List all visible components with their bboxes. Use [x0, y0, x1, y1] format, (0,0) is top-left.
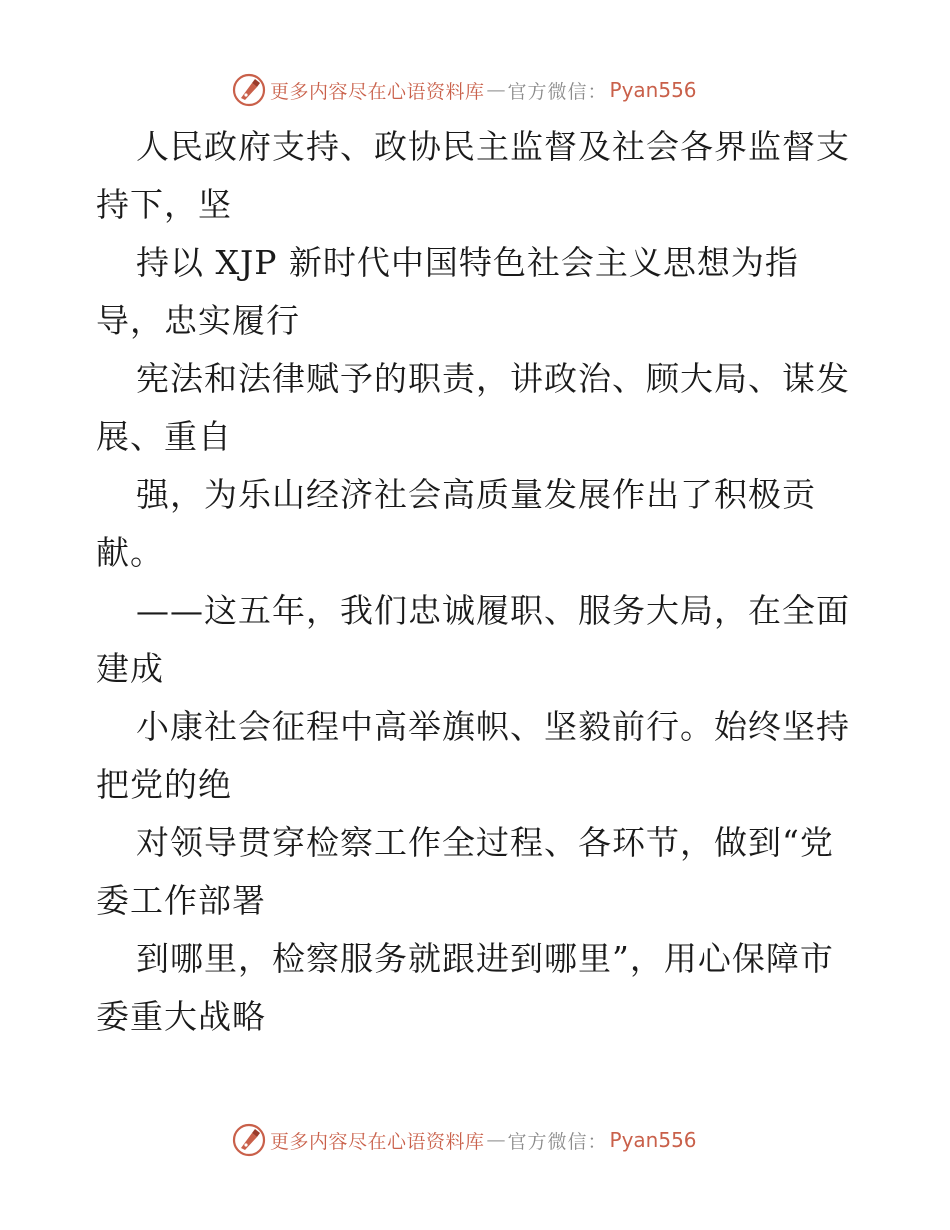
body-line: ——这五年，我们忠诚履职、服务大局，在全面: [136, 591, 850, 630]
header-banner[interactable]: [232, 71, 697, 109]
body-line: 小康社会征程中高举旗帜、坚毅前行。始终坚持: [136, 707, 850, 746]
body-line: 建成: [96, 649, 164, 688]
body-line: 献。: [96, 533, 164, 572]
pen-nib-logo-icon: [232, 73, 266, 107]
body-line: 把党的绝: [96, 765, 232, 804]
body-line: 强，为乐山经济社会高质量发展作出了积极贡: [136, 475, 816, 514]
banner-separator: —: [486, 1129, 506, 1151]
banner-wechat-id: Pyan556: [609, 78, 697, 102]
banner-wechat-label: 官方微信：: [507, 80, 608, 103]
body-line: 对领导贯穿检察工作全过程、各环节，做到“党: [136, 823, 834, 862]
body-line: 宪法和法律赋予的职责，讲政治、顾大局、谋发: [136, 359, 850, 398]
body-line: 人民政府支持、政协民主监督及社会各界监督支: [136, 127, 850, 166]
body-line: 委重大战略: [96, 997, 266, 1036]
body-line: 导，忠实履行: [96, 301, 300, 340]
banner-site-text: 更多内容尽在心语资料库: [270, 80, 485, 103]
banner-site-text: 更多内容尽在心语资料库: [270, 1130, 485, 1153]
body-line: 持下，坚: [96, 185, 232, 224]
banner-wechat-label: 官方微信：: [507, 1130, 608, 1153]
body-line: 持以 XJP 新时代中国特色社会主义思想为指: [136, 243, 799, 282]
body-line: 展、重自: [96, 417, 232, 456]
pen-nib-logo-icon: [232, 1123, 266, 1157]
document-body: [96, 118, 866, 1046]
banner-wechat-id: Pyan556: [609, 1128, 697, 1152]
body-line: 委工作部署: [96, 881, 266, 920]
body-line: 到哪里，检察服务就跟进到哪里”，用心保障市: [136, 939, 834, 978]
footer-banner[interactable]: [232, 1121, 697, 1159]
banner-separator: —: [486, 79, 506, 101]
